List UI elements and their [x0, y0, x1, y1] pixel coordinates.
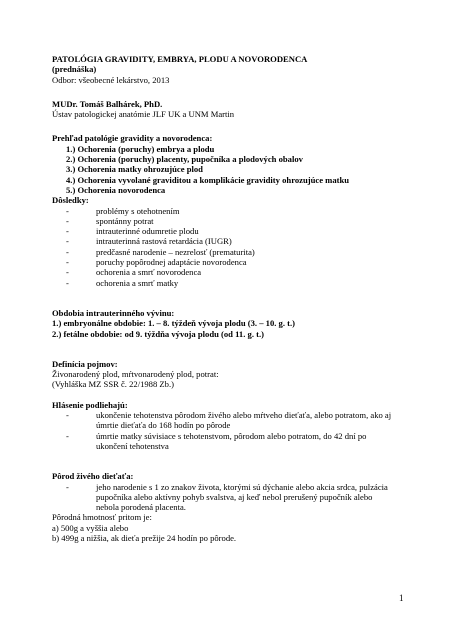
- overview-list: [52, 144, 412, 195]
- document-title: PATOLÓGIA GRAVIDITY, EMBRYA, PLODU A NOVORODENCA: [52, 54, 308, 64]
- period-item: 2.) fetálne obdobie: od 9. týždňa vývoja plodu (od 11. g. t.): [52, 328, 264, 339]
- overview-item: 2.) Ochorenia (poruchy) placenty, pupočníka a plodových obalov: [66, 154, 303, 165]
- consequence-item: - predčasné narodenie – nezrelosť (prematurita): [66, 246, 255, 257]
- overview-item: 1.) Ochorenia (poruchy) embrya a plodu: [66, 143, 215, 154]
- birth-weight-option: b) 499g a nižšia, ak dieťa prežije 24 hodín po pôrode.: [52, 532, 237, 543]
- reporting-list: [52, 410, 412, 451]
- author-institute: Ústav patologickej anatómie JLF UK a UNM Martin: [52, 109, 235, 120]
- reporting-item: - úmrtie matky súvisiace s tehotenstvom, pôrodom alebo potratom, do 42 dní po ukončení tehotenstva: [66, 430, 367, 451]
- reporting-heading: Hlásenie podliehajú:: [52, 399, 128, 410]
- page-number: 1: [399, 593, 404, 603]
- consequence-item: - poruchy popôrodnej adaptácie novorodenca: [66, 257, 247, 268]
- page-content: [52, 54, 412, 543]
- periods-heading: Obdobia intrauterinného vývinu:: [52, 307, 175, 318]
- consequence-item: - problémy s otehotnením: [66, 205, 180, 216]
- author-name: MUDr. Tomáš Balhárek, PhD.: [52, 98, 163, 109]
- consequence-item: - spontánny potrat: [66, 215, 154, 226]
- period-item: 1.) embryonálne obdobie: 1. – 8. týždeň vývoja plodu (3. – 10. g. t.): [52, 318, 296, 329]
- consequence-item: - intrauterinná rastová retardácia (IUGR): [66, 236, 232, 247]
- definitions-text: Živonarodený plod, mŕtvonarodený plod, potrat:: [52, 369, 219, 380]
- birth-weight-option: a) 500g a vyššia alebo: [52, 522, 129, 533]
- definitions-text: (Vyhláška MZ SSR č. 22/1988 Zb.): [52, 379, 174, 390]
- overview-item: 3.) Ochorenia matky ohrozujúce plod: [66, 164, 203, 175]
- consequences-heading: Dôsledky:: [52, 195, 89, 206]
- overview-item: 4.) Ochorenia vyvolané graviditou a komplikácie gravidity ohrozujúce matku: [66, 174, 350, 185]
- live-birth-item: - jeho narodenie s 1 zo znakov života, ktorými sú dýchanie alebo akcia srdca, pulzácia pupočníka alebo aktívny pohyb svalstva, aj keď nebol prerušený pupočník alebo nebola porodená placenta.: [66, 481, 388, 513]
- consequence-item: - intrauterinné odumretie plodu: [66, 226, 199, 237]
- birth-weight-text: Pôrodná hmotnosť pritom je:: [52, 512, 152, 523]
- live-birth-list: [52, 482, 412, 513]
- overview-heading: Prehľad patológie gravidity a novorodenca:: [52, 133, 213, 144]
- consequence-item: - ochorenia a smrť matky: [66, 277, 179, 288]
- consequence-item: - ochorenia a smrť novorodenca: [66, 267, 202, 278]
- document-subtitle: (prednáška): [52, 64, 97, 75]
- overview-item: 5.) Ochorenia novorodenca: [66, 184, 166, 195]
- consequences-list: [52, 206, 412, 288]
- reporting-item: - ukončenie tehotenstva pôrodom živého alebo mŕtveho dieťaťa, alebo potratom, ako aj úmrtie dieťaťa do 168 hodín po pôrode: [66, 410, 392, 431]
- live-birth-heading: Pôrod živého dieťaťa:: [52, 471, 134, 482]
- field-of-study: Odbor: všeobecné lekárstvo, 2013: [52, 74, 170, 85]
- definitions-heading: Definícia pojmov:: [52, 358, 118, 369]
